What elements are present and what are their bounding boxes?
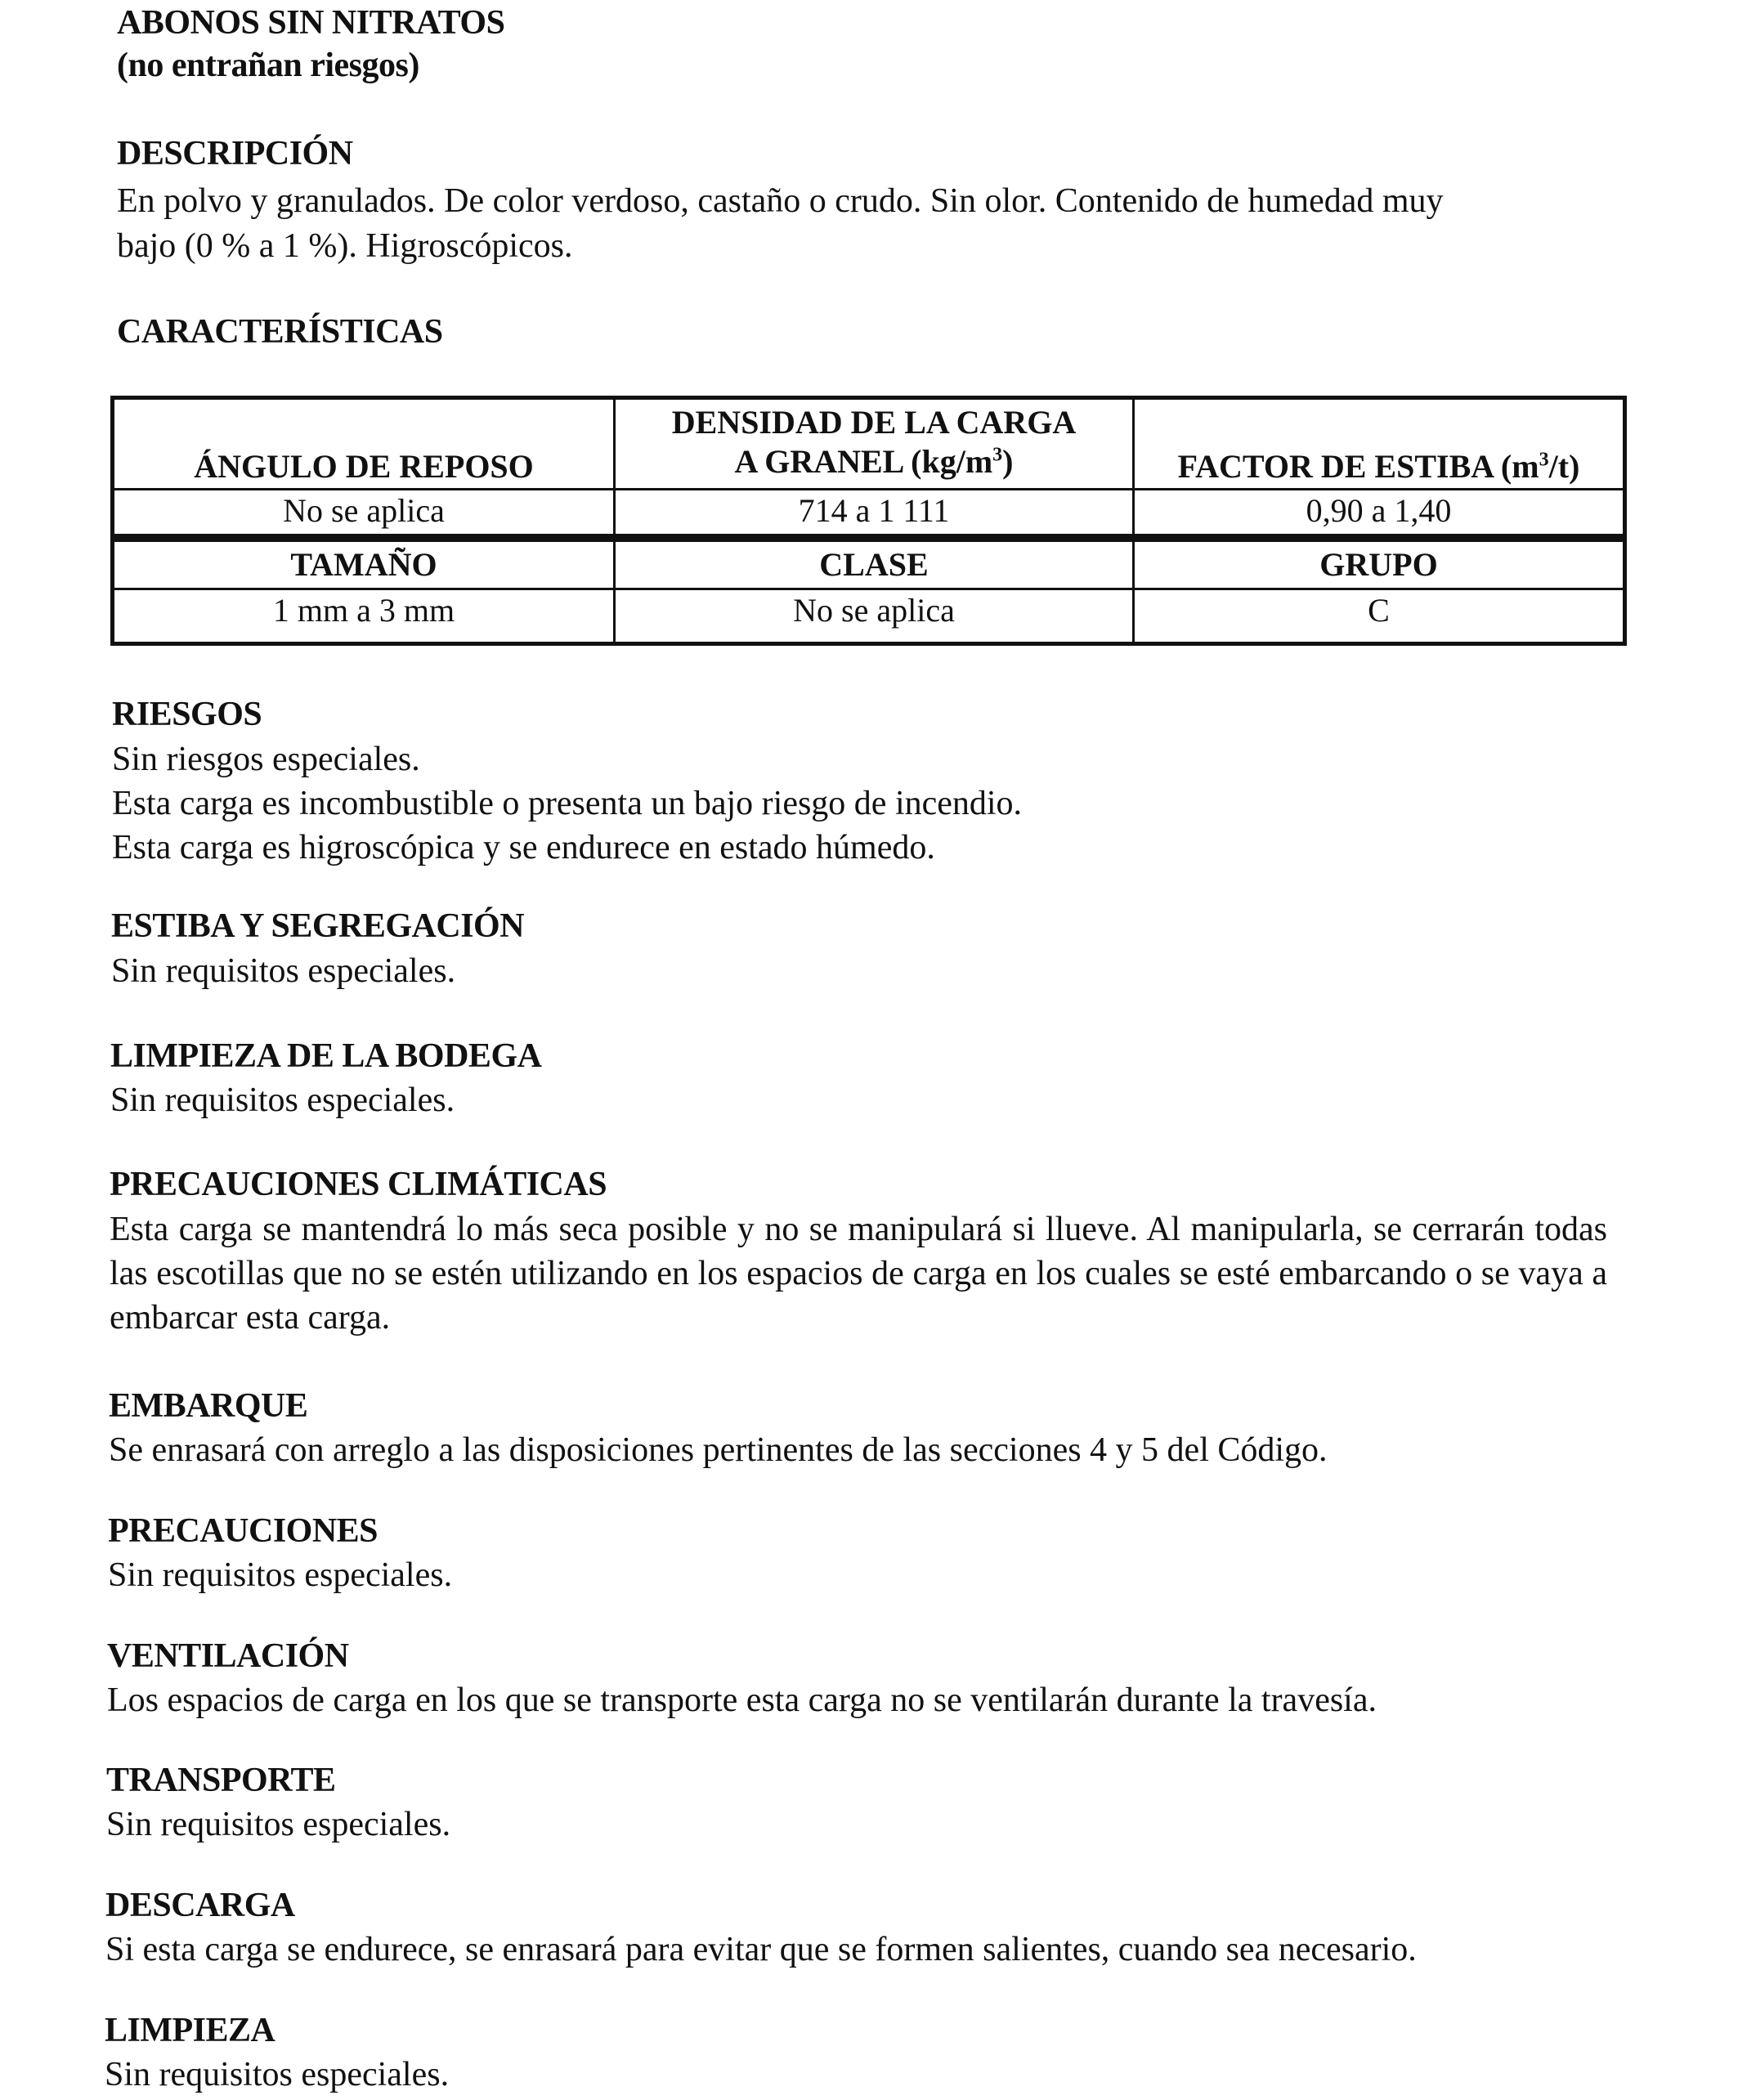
transporte-text: Sin requisitos especiales. <box>106 1806 451 1843</box>
header-factor-cell <box>1132 400 1623 488</box>
header-factor-sup: 3 <box>1539 449 1549 471</box>
estiba-heading: ESTIBA Y SEGREGACIÓN <box>111 907 525 945</box>
characteristics-table <box>110 396 1627 646</box>
document-title: ABONOS SIN NITRATOS <box>117 4 505 42</box>
header-densidad-close: ) <box>1002 443 1014 480</box>
value-tamano: 1 mm a 3 mm <box>272 592 455 629</box>
value-angulo: No se aplica <box>283 492 445 529</box>
estiba-text: Sin requisitos especiales. <box>111 952 456 990</box>
riesgos-line-1: Sin riesgos especiales. <box>112 741 420 778</box>
ventilacion-heading: VENTILACIÓN <box>107 1637 349 1675</box>
riesgos-line-2: Esta carga es incombustible o presenta un bajo riesgo de incendio. <box>112 785 1023 822</box>
cell-densidad <box>613 488 1132 534</box>
header-densidad-line-1: DENSIDAD DE LA CARGA <box>671 404 1077 441</box>
value-clase: No se aplica <box>793 592 955 629</box>
riesgos-heading: RIESGOS <box>112 696 262 733</box>
document-subtitle: (no entrañan riesgos) <box>117 47 419 84</box>
header-densidad-sup: 3 <box>992 444 1003 466</box>
descarga-heading: DESCARGA <box>105 1887 295 1924</box>
embarque-heading: EMBARQUE <box>109 1387 308 1425</box>
table-header-row-2 <box>114 542 1623 590</box>
precauciones-text: Sin requisitos especiales. <box>108 1556 453 1594</box>
value-grupo: C <box>1368 592 1390 629</box>
value-densidad: 714 a 1 111 <box>798 492 950 529</box>
precauciones-climaticas-text: Esta carga se mantendrá lo más seca posible y no se manipulará si llueve. Al manipularla, se cerrarán todas las escotillas que no se estén utilizando en los espacios de carga en los cuales se esté embarcando o se vaya a embarcar esta carga. <box>110 1211 1607 1337</box>
value-factor: 0,90 a 1,40 <box>1306 492 1452 529</box>
header-angulo-cell <box>114 400 613 488</box>
header-densidad-line-2 <box>616 442 1132 481</box>
limpieza-bodega-text: Sin requisitos especiales. <box>110 1081 455 1119</box>
header-tamano-cell <box>114 542 613 588</box>
header-factor-close: /t) <box>1548 448 1580 485</box>
descarga-text: Si esta carga se endurece, se enrasará para evitar que se formen salientes, cuando sea necesario. <box>105 1931 1417 1968</box>
cell-tamano <box>114 588 613 642</box>
cell-clase <box>613 588 1132 642</box>
header-tamano: TAMAÑO <box>290 546 437 583</box>
header-densidad <box>616 403 1132 481</box>
ventilacion-text: Los espacios de carga en los que se transporte esta carga no se ventilarán durante la travesía. <box>107 1681 1377 1719</box>
riesgos-line-3: Esta carga es higroscópica y se endurece en estado húmedo. <box>112 829 935 866</box>
cell-angulo <box>114 488 613 534</box>
precauciones-climaticas-heading: PRECAUCIONES CLIMÁTICAS <box>110 1166 607 1203</box>
header-grupo-cell <box>1132 542 1623 588</box>
table-row-2 <box>114 588 1623 642</box>
table-header-row-1 <box>114 400 1623 490</box>
header-angulo: ÁNGULO DE REPOSO <box>194 448 534 485</box>
header-factor-text: FACTOR DE ESTIBA (m <box>1177 448 1539 485</box>
header-densidad-cell <box>613 400 1132 488</box>
embarque-text: Se enrasará con arreglo a las disposiciones pertinentes de las secciones 4 y 5 del Código. <box>109 1431 1328 1469</box>
header-grupo: GRUPO <box>1319 546 1438 583</box>
limpieza-heading: LIMPIEZA <box>105 2012 275 2049</box>
table-row-1 <box>114 488 1623 542</box>
header-factor <box>1135 449 1623 485</box>
header-clase: CLASE <box>819 546 929 583</box>
cell-grupo <box>1132 588 1623 642</box>
limpieza-text: Sin requisitos especiales. <box>105 2056 450 2093</box>
precauciones-heading: PRECAUCIONES <box>108 1512 379 1550</box>
descripcion-line-1: En polvo y granulados. De color verdoso, castaño o crudo. Sin olor. Contenido de humedad muy <box>117 182 1444 220</box>
header-clase-cell <box>613 542 1132 588</box>
limpieza-bodega-heading: LIMPIEZA DE LA BODEGA <box>110 1037 542 1075</box>
descripcion-line-2: bajo (0 % a 1 %). Higroscópicos. <box>117 227 573 265</box>
cell-factor <box>1132 488 1623 534</box>
header-densidad-unit: A GRANEL (kg/m <box>734 443 993 480</box>
transporte-heading: TRANSPORTE <box>106 1762 336 1799</box>
caracteristicas-heading: CARACTERÍSTICAS <box>117 313 443 351</box>
descripcion-heading: DESCRIPCIÓN <box>117 135 353 172</box>
